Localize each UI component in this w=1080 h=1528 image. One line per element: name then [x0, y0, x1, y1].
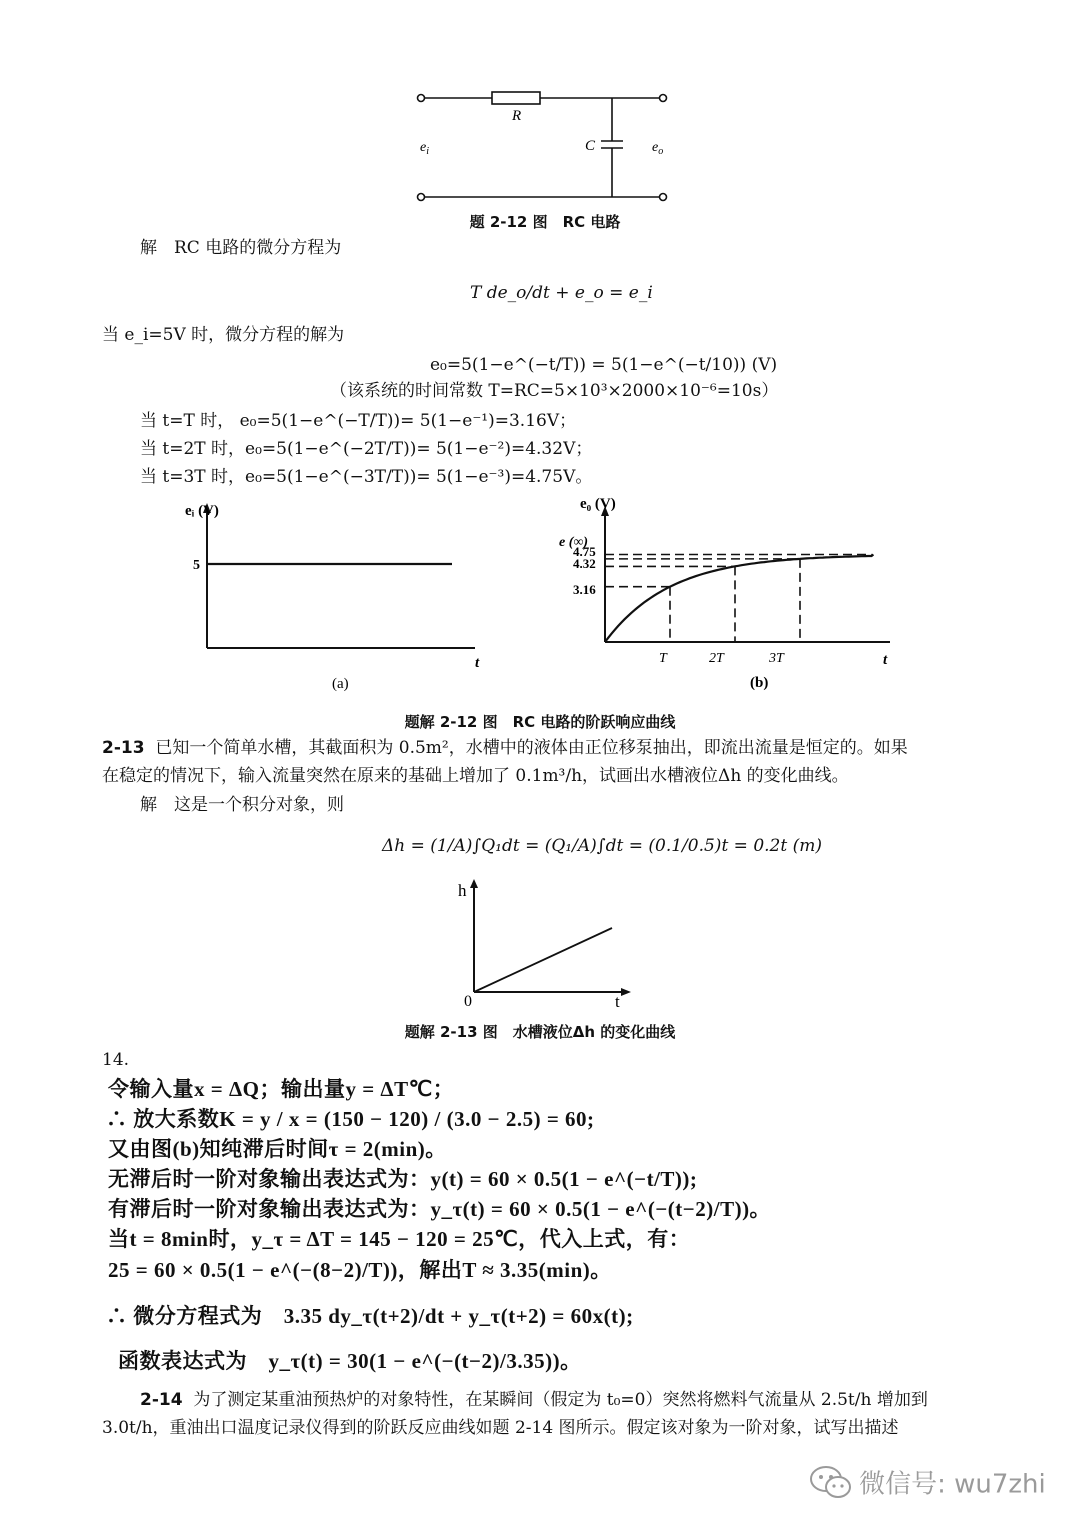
sec14-line-1: 令输入量x = ΔQ；输出量y = ΔT℃；	[108, 1077, 455, 1101]
b-ytick-432: 4.32	[573, 556, 596, 571]
wechat-icon	[808, 1462, 854, 1502]
sec14-line-5: 有滞后时一阶对象输出表达式为：y_τ(t) = 60 × 0.5(1 − e^(−(t−2)/T))。	[108, 1197, 772, 1221]
problem-2-13-line2: 在稳定的情况下，输入流量突然在原来的基础上增加了 0.1m³/h，试画出水槽液位Δh 的变化曲线。	[102, 766, 849, 786]
sec14-line-7: 25 = 60 × 0.5(1 − e^(−(8−2)/T))，解出T ≈ 3.35(min)。	[108, 1258, 612, 1282]
integral-equation: Δh = (1/A)∫Q₁dt = (Q₁/A)∫dt = (0.1/0.5)t = 0.2t (m)	[382, 836, 822, 856]
a-ylabel: eᵢ (V)	[185, 503, 219, 519]
b-ytick-475: 4.75	[573, 544, 596, 559]
problem-2-14-line1	[140, 1390, 928, 1411]
when-ei-line: 当 e_i=5V 时，微分方程的解为	[102, 325, 345, 345]
capacitor-label: C	[585, 138, 596, 154]
watermark-text: 微信号: wu7zhi	[859, 1469, 1046, 1500]
b-xtick-T: T	[659, 651, 667, 666]
resistor-label: R	[512, 108, 522, 124]
a-title: (a)	[332, 676, 349, 692]
sec14-line-9: 函数表达式为 y_τ(t) = 30(1 − e^(−(t−2)/3.35))。	[118, 1349, 582, 1373]
problem-2-13-number: 2-13	[102, 738, 145, 758]
sec14-line-6: 当t = 8min时，y_τ = ΔT = 145 − 120 = 25℃，代入上式，有：	[108, 1227, 691, 1251]
c-origin: 0	[464, 993, 472, 1010]
water-level-chart	[450, 872, 650, 1012]
sec14-line-2: ∴ 放大系数K = y / x = (150 − 120) / (3.0 − 2.5) = 60;	[106, 1107, 595, 1131]
svg-text:ei	[420, 140, 429, 157]
level-rise-line	[474, 928, 612, 992]
c-ylabel: h	[458, 881, 467, 900]
b-ytick-inf: e (∞)	[559, 535, 589, 550]
b-ytick-316: 3.16	[573, 582, 596, 597]
value-at-3T: 当 t=3T 时，e₀=5(1−e^(−3T/T))= 5(1−e⁻³)=4.75V。	[140, 467, 593, 487]
output-sub: o	[658, 146, 664, 157]
fig-2-12-caption: 题解 2-12 图 RC 电路的阶跃响应曲线	[404, 713, 676, 731]
value-at-T: 当 t=T 时， e₀=5(1−e^(−T/T))= 5(1−e⁻¹)=3.16V；	[140, 411, 577, 431]
circuit-caption: 题 2-12 图 RC 电路	[469, 213, 621, 231]
step-input-chart	[175, 495, 495, 695]
rc-differential-equation: T de_o/dt + e_o = e_i	[470, 283, 653, 303]
response-curve	[605, 555, 873, 643]
fig-2-13-caption: 题解 2-13 图 水槽液位Δh 的变化曲线	[404, 1023, 676, 1041]
rc-response-chart	[545, 490, 905, 695]
problem-2-14-line2: 3.0t/h，重油出口温度记录仪得到的阶跃反应曲线如题 2-14 图所示。假定该对象为一阶对象，试写出描述	[102, 1418, 899, 1438]
problem-2-14-text1: 为了测定某重油预热炉的对象特性，在某瞬间（假定为 t₀=0）突然将燃料气流量从 2.5t/h 增加到	[193, 1390, 928, 1410]
sec14-line-8: ∴ 微分方程式为 3.35 dy_τ(t+2)/dt + y_τ(t+2) = 60x(t);	[106, 1304, 634, 1328]
rc-circuit-diagram	[400, 80, 690, 215]
value-at-2T: 当 t=2T 时，e₀=5(1−e^(−2T/T))= 5(1−e⁻²)=4.32V；	[140, 439, 593, 459]
output-label: e	[652, 140, 659, 155]
section-14-number: 14.	[102, 1050, 130, 1070]
c-xlabel: t	[615, 992, 620, 1011]
b-title: (b)	[750, 675, 769, 691]
b-xtick-3T: 3T	[769, 651, 784, 666]
problem-2-13-line1	[102, 738, 908, 759]
sec14-line-3: 又由图(b)知纯滞后时间τ = 2(min)。	[108, 1137, 447, 1161]
input-sub: i	[426, 146, 429, 157]
time-constant-note: （该系统的时间常数 T=RC=5×10³×2000×10⁻⁶=10s）	[330, 381, 779, 401]
b-ylabel: e₀ (V)	[580, 496, 616, 512]
svg-text:eo	[652, 140, 663, 157]
a-xlabel: t	[475, 655, 480, 671]
watermark	[808, 1462, 1046, 1502]
input-label: e	[420, 140, 427, 155]
b-xtick-2T: 2T	[709, 651, 724, 666]
b-xlabel: t	[883, 652, 888, 668]
rc-solution: e₀=5(1−e^(−t/T)) = 5(1−e^(−t/10)) (V)	[430, 355, 778, 375]
problem-2-14-number: 2-14	[140, 1390, 183, 1410]
problem-2-13-text1: 已知一个简单水槽，其截面积为 0.5m²，水槽中的液体由正位移泵抽出，即流出流量是恒定的。如果	[155, 738, 908, 758]
sol-2-12-intro: 解 RC 电路的微分方程为	[140, 238, 342, 258]
sec14-line-4: 无滞后时一阶对象输出表达式为：y(t) = 60 × 0.5(1 − e^(−t/T));	[108, 1167, 698, 1191]
a-ytick-5: 5	[193, 558, 200, 573]
sol-2-13-intro: 解 这是一个积分对象，则	[140, 795, 344, 815]
